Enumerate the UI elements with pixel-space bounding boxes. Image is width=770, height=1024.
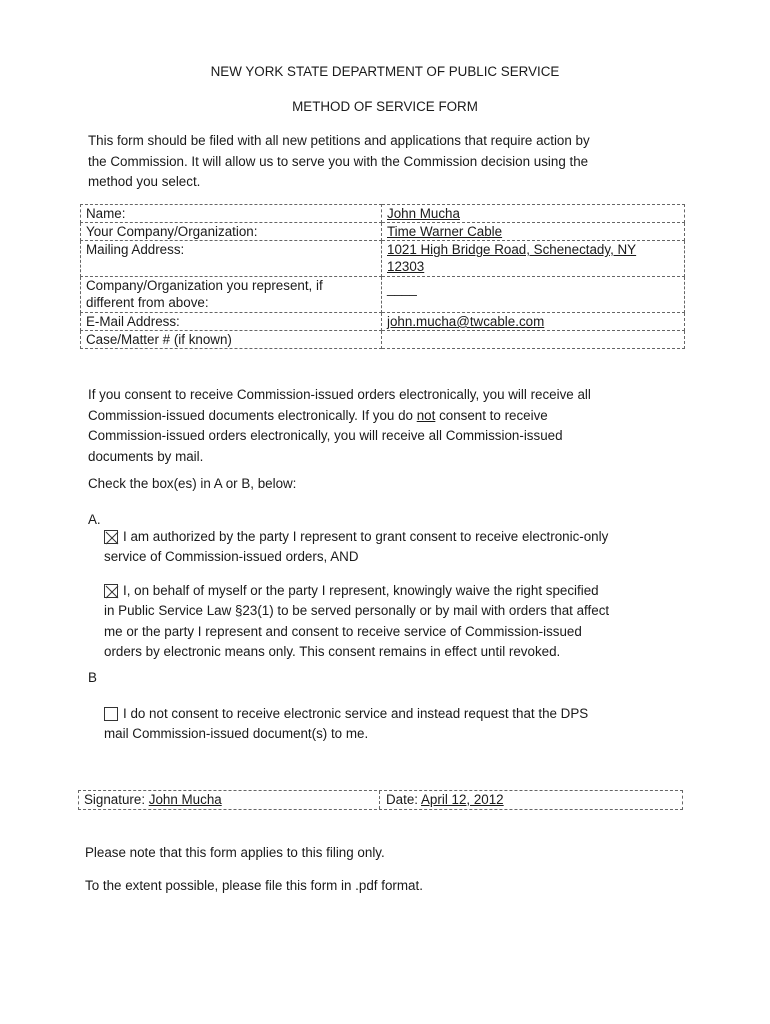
name-label: Name:: [81, 205, 382, 223]
email-value: [382, 313, 685, 331]
signature-value: John Mucha: [148, 792, 222, 807]
table-row: [81, 223, 685, 241]
option-a2-line: in Public Service Law §23(1) to be served personally or by mail with orders that affect: [104, 603, 610, 618]
option-a1-text-cont: [104, 547, 694, 568]
checkmark-x-icon: [105, 531, 119, 545]
table-row: [81, 205, 685, 223]
signature-divider: [379, 791, 380, 809]
date-field[interactable]: [386, 792, 504, 807]
company-label: Your Company/Organization:: [81, 223, 382, 241]
option-a2-line: orders by electronic means only. This consent remains in effect until revoked.: [104, 644, 561, 659]
option-b-line: I do not consent to receive electronic service and instead request that the DPS: [123, 706, 589, 721]
name-value: [382, 205, 685, 223]
option-a2-line: I, on behalf of myself or the party I represent, knowingly waive the right specified: [123, 583, 599, 598]
address-line: 12303: [387, 259, 425, 274]
section-a-label: A.: [88, 512, 101, 527]
intro-line: method you select.: [88, 174, 201, 189]
option-a2-line: me or the party I represent and consent to receive service of Commission-issued: [104, 623, 582, 639]
option-b-text-cont: [104, 724, 694, 745]
name-value-text: John Mucha: [387, 206, 460, 221]
section-b-label: B: [88, 670, 97, 685]
date-label: Date:: [386, 792, 421, 807]
table-row: [81, 331, 685, 349]
case-value: [382, 331, 685, 349]
email-value-text: john.mucha@twcable.com: [387, 314, 545, 329]
agency-title: NEW YORK STATE DEPARTMENT OF PUBLIC SERVICE: [210, 64, 560, 79]
address-line: 1021 High Bridge Road, Schenectady, NY: [387, 242, 637, 257]
table-row: [81, 313, 685, 331]
no-consent-checkbox[interactable]: [104, 707, 118, 721]
consent-info-line: [88, 406, 688, 427]
consent-info-paragraph: [88, 385, 688, 467]
waive-right-checkbox[interactable]: [104, 584, 118, 598]
represent-value-text: ____: [387, 281, 417, 296]
represent-label-line: Company/Organization you represent, if: [86, 278, 323, 293]
footer-note-pdf: To the extent possible, please file this form in .pdf format.: [85, 878, 423, 893]
consent-info-line: Commission-issued orders electronically, you will receive all Commission-issued: [88, 428, 563, 443]
company-value: [382, 223, 685, 241]
represent-label: [81, 277, 382, 313]
check-instruction: Check the box(es) in A or B, below:: [88, 476, 297, 491]
signature-field[interactable]: [84, 792, 222, 807]
option-a1-line: I am authorized by the party I represent to grant consent to receive electronic-only: [123, 529, 609, 544]
footer-note-filing: Please note that this form applies to this filing only.: [85, 845, 385, 860]
option-a1-line: service of Commission-issued orders, AND: [104, 549, 359, 564]
represent-value: [382, 277, 685, 313]
form-title: METHOD OF SERVICE FORM: [292, 99, 478, 114]
table-row: [81, 241, 685, 277]
company-value-text: Time Warner Cable: [387, 224, 503, 239]
intro-paragraph: [88, 131, 688, 193]
signature-row: [78, 790, 683, 810]
signature-label: Signature:: [84, 792, 149, 807]
intro-line: This form should be filed with all new petitions and applications that require action by: [88, 133, 590, 148]
table-row: [81, 277, 685, 313]
option-a2-text: [123, 581, 693, 602]
option-b-text: [123, 704, 693, 725]
consent-authorized-checkbox[interactable]: [104, 530, 118, 544]
intro-line: the Commission. It will allow us to serve you with the Commission decision using the: [88, 153, 589, 169]
email-label: E-Mail Address:: [81, 313, 382, 331]
represent-label-line: different from above:: [86, 295, 209, 310]
date-value: April 12, 2012: [421, 792, 504, 807]
consent-info-text: consent to receive: [435, 407, 548, 423]
consent-info-line: If you consent to receive Commission-issued orders electronically, you will receive all: [88, 387, 591, 402]
address-value: [382, 241, 685, 277]
not-emphasis: not: [416, 407, 436, 423]
consent-info-line: documents by mail.: [88, 448, 204, 464]
option-a2-text-cont: [104, 601, 694, 663]
consent-info-text: Commission-issued documents electronically. If you do: [88, 407, 417, 423]
checkmark-x-icon: [105, 585, 119, 599]
contact-info-table: [80, 204, 685, 349]
case-label: Case/Matter # (if known): [81, 331, 382, 349]
address-label: Mailing Address:: [81, 241, 382, 277]
option-b-line: mail Commission-issued document(s) to me.: [104, 726, 369, 741]
option-a1-text: [123, 527, 693, 548]
